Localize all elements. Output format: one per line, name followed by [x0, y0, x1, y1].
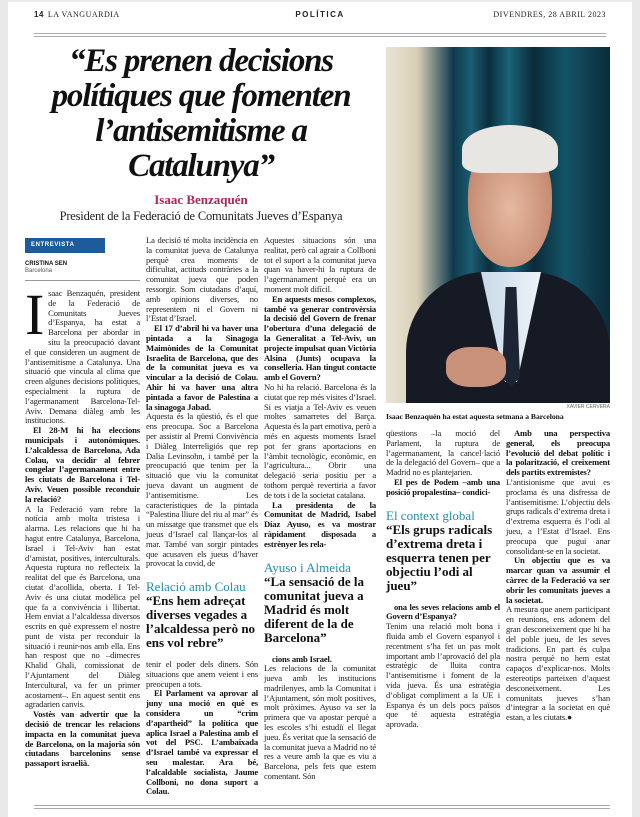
interview-answer — [386, 429, 500, 478]
portrait-photo — [386, 47, 610, 403]
highlight-box-colau — [146, 579, 258, 650]
highlight-box-context — [386, 508, 500, 593]
publication-name: LA VANGUARDIA — [47, 10, 120, 19]
paragraph-text: El pes de Podem –amb una posició propalestina– condici- — [386, 476, 500, 497]
interview-question — [264, 295, 376, 383]
interview-question — [146, 689, 258, 797]
column-3-stack — [264, 236, 376, 782]
byline-rule — [25, 280, 140, 281]
section-tag: ENTREVISTA — [25, 238, 105, 253]
box-kicker: Ayuso i Almeida — [264, 559, 351, 575]
interview-answer — [506, 478, 610, 556]
right-area — [386, 47, 610, 730]
column-2-stack — [146, 236, 258, 797]
interview-answer — [25, 505, 140, 711]
paragraph-text: El 17 d’abril hi va haver una pintada a la Sinagoga Maimònides de la Comunitat Israelita de Barcelona, que des de la comunitat jueva es va vincular a la decisió de Colau. Ahir hi va haver una altra pintada a favor de Palestina a la sinagoga Jabad. — [146, 323, 258, 412]
column-1 — [25, 282, 140, 769]
interview-question — [146, 324, 258, 412]
column-3-top — [264, 236, 376, 550]
author-location: Barcelona — [25, 268, 53, 274]
author-name: CRISTINA SEN — [25, 261, 68, 267]
highlight-box-ayuso — [264, 560, 376, 645]
interviewee-role: President de la Federació de Comunitats Jueves d’Espanya — [59, 209, 343, 223]
column-3-bottom — [264, 655, 376, 782]
section-name: POLÍTICA — [295, 10, 345, 19]
interview-answer — [264, 383, 376, 501]
column-5 — [506, 429, 610, 723]
paragraph-text: cions amb Israel. — [272, 653, 332, 664]
column-4-stack — [386, 429, 500, 730]
paragraph-text: Tenim una relació molt bona i fluida amb el Govern espanyol i recentment s’ha fet un pas molt important amb l’aprovació del pla estratègic de lluita contra l’antisemitisme i foment de la vida jueva. És una estratègia d’obligat compliment a la UE i Espanya és un dels pocs països que té aquesta estratègia aprovada. — [386, 621, 500, 730]
paragraph-text: Aquestes situacions són una realitat, però cal agrair a Collboni tot el suport a la comunitat jueva quan va haver-hi la ruptura de l’agermanament perquè era un moment molt difícil. — [264, 235, 376, 294]
left-area — [25, 42, 377, 797]
issue-date: DIVENDRES, 28 ABRIL 2023 — [493, 10, 606, 19]
page-header — [34, 10, 606, 22]
interview-answer — [146, 412, 258, 569]
paragraph-text: A mesura que anem participant en reunions, ens adonem del gran desconeixement que hi ha del poble jueu, de les seves tradicions. En part és culpa nostra perquè no hem estat capaços d’explicar-nos. Molts estereotips parteixen d’aquest desconeixement. Les comunitats jueves s’han d’integrar a la societat en què estan, a les ciutats.● — [506, 604, 610, 723]
newspaper-page — [8, 2, 632, 817]
column-2-top — [146, 236, 258, 569]
photo-credit: XAVIER CERVERA — [566, 404, 610, 410]
paragraph-text: Aquesta és la qüestió, és el que ens preocupa. Soc a Barcelona per assistir al Premi Convivència i Diàleg Interreligiós que rep Dalia Levinsohn, i també per la preocupació que tenim per la situació que viu la comunitat jueva davant un augment de l’antisemitisme. Les característiques de la pintada “Palestina lliure del riu al mar” és un missatge que transmet que els jueus d’Israel cal llançar-los al mar. També van sorgir pintades que acusaven els jueus d’haver provocat la covid, de — [146, 411, 258, 569]
left-columns — [25, 236, 377, 797]
column-5-stack — [506, 429, 610, 723]
drop-cap: I — [25, 282, 45, 347]
photo-hand — [446, 347, 506, 387]
box-quote: “Ens hem adreçat diverses vegades a l’alcaldessa però no ens vol rebre” — [146, 593, 256, 651]
paragraph-text: tenir el poder dels diners. Són situacions que anem veient i ens preocupen a tots. — [146, 659, 258, 689]
interview-question — [25, 426, 140, 504]
paragraph-text: El Parlament va aprovar al juny una moció en què es considera un “crim d’apartheid” la política que aplica Israel a Palestina amb el vot del PSC. L’ambaixada d’Israel també va expressar el seu malestar. Ara bé, l’alcaldable socialista, Jaume Collboni, no dona suport a Colau. — [146, 688, 258, 797]
header-rule — [34, 33, 606, 37]
photo-caption: Isaac Benzaquén ha estat aquesta setmana a Barcelona — [386, 412, 564, 421]
interview-answer — [506, 605, 610, 723]
interview-question — [386, 603, 500, 623]
paragraph-text: El 28-M hi ha eleccions municipals i autonòmiques. L’alcaldessa de Barcelona, Ada Colau, va decidir al febrer congelar l’agermanament entre les ciutats de Barcelona i Tel-Aviv. Veuen possible reconduir la relació? — [25, 425, 140, 504]
box-kicker: Relació amb Colau — [146, 579, 246, 595]
column-4-top — [386, 429, 500, 498]
paragraph-text: ona les seves relacions amb el Govern d’Espanya? — [386, 601, 500, 622]
right-columns — [386, 429, 610, 730]
headline: “Es prenen decisions polítiques que fomenten l’antisemitisme a Catalunya” — [51, 43, 351, 184]
page-number: 14 — [34, 10, 44, 19]
paragraph-text: qüestions –la moció del Parlament, la ruptura de l’agermanament, la cancel·lació de la delegació del Govern– que a Madrid no es plantejarien. — [386, 428, 500, 478]
interview-answer — [264, 236, 376, 295]
paragraph-text: Vostès van advertir que la decisió de trencar les relacions impacta en la comunitat jueva de Barcelona, on la majoria són ciutadans barcelonins sense passaport israelià. — [25, 709, 140, 769]
box-kicker: El context global — [386, 507, 475, 523]
paragraph-text: La decisió té molta incidència en la comunitat jueva de Catalunya perquè crea moments de dificultat, actituds contràries a la comunitat jueva que poden ressorgir. Som ciutadans d’aquí, amb opinions diverses, no representem ni el Govern ni l’Estat d’Israel. — [146, 235, 258, 324]
interview-answer — [25, 282, 140, 426]
box-quote: “Els grups radicals d’extrema dreta i esquerra tenen per objectiu l’odi al jueu” — [386, 521, 493, 593]
paragraph-text: Un objectiu que es va marcar quan va assumir el càrrec de la Federació va ser obrir les comunitats jueves a la societat. — [506, 555, 610, 605]
paragraph-text: Amb una perspectiva general, els preocupa l’evolució del debat polític i la polarització, el creixement dels partits extremistes? — [506, 428, 610, 478]
interview-answer — [146, 660, 258, 689]
column-1-stack — [25, 236, 140, 769]
column-4-bottom — [386, 603, 500, 730]
paragraph-text: No hi ha relació. Barcelona és la ciutat que rep més visites d’Israel. Si es viatja a Tel-Aviv es veuen moltes samarretes del Barça. Aquesta és la part emotiva, però a més en aquests moments Israel pot fer grans aportacions en l’àmbit tecnològic, econòmic, en l’agricultura... Obrir una delegació seria positiu per a tothom perquè revertiria a favor de tots i de la societat catalana. — [264, 381, 377, 500]
interviewee-name: Isaac Benzaquén — [154, 192, 248, 207]
interview-question — [386, 478, 500, 498]
paragraph-text: La presidenta de la Comunitat de Madrid, Isabel Díaz Ayuso, es va mostrar ràpidament disposada a estrènyer les rela- — [264, 499, 376, 549]
interview-answer — [264, 664, 376, 782]
footer-rule — [34, 805, 610, 809]
interview-answer — [386, 622, 500, 730]
photo-hair — [462, 125, 558, 173]
paragraph-text: A la Federació vam rebre la notícia amb molta tristesa i alarma. Les relacions que hi ha hagut entre Catalunya, Barcelona, Israel i Tel-Aviv han estat d’amistat, positives, interculturals. Aquesta ruptura no reflecteix la realitat del que és Barcelona, una ciutat d’acollida, oberta. I Tel-Aviv és una ciutat modèlica pel que fa a convivència i llibertat. Hem enviat a l’alcaldessa diversos escrits en què expressem el nostre punt de vista per reconduir la situació i reunir-nos amb ella. Ens han respost que no –dimecres Khalid Ghali, comissionat de l’Ajuntament del Diàleg Intercultural, va fer un primer acostament–. En aquest sentit ens agradarien canvis. — [25, 503, 140, 710]
interview-answer — [146, 236, 258, 324]
interview-question — [506, 429, 610, 478]
interview-question — [25, 710, 140, 769]
paragraph-text: saac Benzaquén, president de la Federació de Comunitats Jueves d’Espanya, ha estat a Barcelona per abordar in situ la preocupació davant el que consideren un augment de l’antisemitisme a Catalunya. Una situació que vincula al clima que creen algunes decisions polítiques, especialment la ruptura de l’agermanament Barcelona-Tel-Aviv. Demana diàleg amb les institucions. — [25, 288, 140, 426]
paragraph-text: En aquests mesos complexos, també va generar controvèrsia la decisió del Govern de frenar l’obertura d’una delegació de la Generalitat a Tel-Aviv, un projecte impulsat quan Victòria Alsina (Junts) ocupava la conselleria. Han tingut contacte amb el Govern? — [264, 293, 376, 383]
paragraph-text: L’antisionisme que avui es proclama és una disfressa de l’antisemitisme. L’objectiu dels grups radicals d’extrema dreta i d’extrema esquerra és l’odi al jueu, a l’Estat d’Israel. Ens preocupa que pugui anar consolidant-se en la societat. — [506, 476, 611, 556]
article-body — [8, 2, 632, 797]
column-2-bottom — [146, 660, 258, 797]
paragraph-text: Les relacions de la comunitat jueva amb les institucions madrilenyes, amb la Comunitat i l’Ajuntament, són molt positives, molt pròximes. Ayuso va ser la primera que va apostar perquè a les escoles s’hi estudiï el llegat jueu. És veritat que la sensació de la comunitat jueva a Madrid no té res a veure amb la que es viu a Barcelona, pels fets que estem comentant. Són — [264, 663, 376, 782]
interview-question — [264, 501, 376, 550]
box-quote: “La sensació de la comunitat jueva a Madrid és molt diferent de la de Barcelona” — [264, 573, 365, 645]
interview-question — [506, 556, 610, 605]
author-byline — [25, 261, 140, 275]
